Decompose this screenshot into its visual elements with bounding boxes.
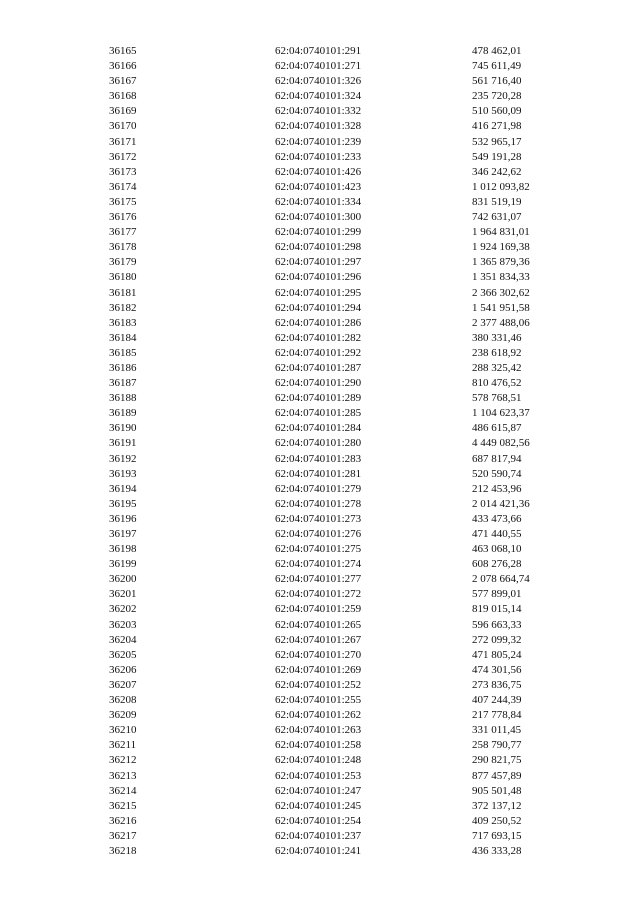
table-row	[0, 331, 640, 346]
cadastral-number: 62:04:0740101:252	[275, 678, 362, 691]
table-row	[0, 301, 640, 316]
row-number: 36201	[109, 588, 137, 601]
table-row	[0, 165, 640, 180]
table-row	[0, 361, 640, 376]
cadastral-number: 62:04:0740101:263	[275, 724, 362, 737]
cadastral-value: 742 631,07	[472, 211, 522, 224]
cadastral-number: 62:04:0740101:275	[275, 543, 362, 556]
cadastral-number: 62:04:0740101:253	[275, 769, 362, 782]
row-number: 36209	[109, 709, 137, 722]
cadastral-number: 62:04:0740101:328	[275, 120, 362, 133]
row-number: 36178	[109, 241, 137, 254]
cadastral-value: 549 191,28	[472, 150, 522, 163]
cadastral-value: 290 821,75	[472, 754, 522, 767]
cadastral-value: 486 615,87	[472, 422, 522, 435]
table-row	[0, 255, 640, 270]
cadastral-value: 745 611,49	[472, 60, 522, 73]
row-number: 36177	[109, 226, 137, 239]
cadastral-number: 62:04:0740101:296	[275, 271, 362, 284]
cadastral-number: 62:04:0740101:423	[275, 180, 362, 193]
row-number: 36167	[109, 75, 137, 88]
table-row	[0, 89, 640, 104]
cadastral-number: 62:04:0740101:283	[275, 452, 362, 465]
cadastral-value: 2 377 488,06	[472, 316, 530, 329]
table-row	[0, 104, 640, 119]
table-row	[0, 482, 640, 497]
cadastral-number: 62:04:0740101:289	[275, 392, 362, 405]
cadastral-number: 62:04:0740101:259	[275, 603, 362, 616]
cadastral-value: 288 325,42	[472, 361, 522, 374]
table-row	[0, 784, 640, 799]
table-row	[0, 44, 640, 59]
cadastral-value: 235 720,28	[472, 90, 522, 103]
cadastral-number: 62:04:0740101:299	[275, 226, 362, 239]
row-number: 36190	[109, 422, 137, 435]
row-number: 36180	[109, 271, 137, 284]
table-row	[0, 316, 640, 331]
cadastral-number: 62:04:0740101:294	[275, 301, 362, 314]
cadastral-value: 471 805,24	[472, 648, 522, 661]
row-number: 36215	[109, 799, 137, 812]
table-row	[0, 270, 640, 285]
table-row	[0, 618, 640, 633]
table-row	[0, 376, 640, 391]
cadastral-value: 905 501,48	[472, 784, 522, 797]
cadastral-number: 62:04:0740101:269	[275, 663, 362, 676]
row-number: 36216	[109, 814, 137, 827]
row-number: 36207	[109, 678, 137, 691]
cadastral-number: 62:04:0740101:426	[275, 165, 362, 178]
table-row	[0, 769, 640, 784]
table-row	[0, 346, 640, 361]
cadastral-number: 62:04:0740101:287	[275, 361, 362, 374]
table-row	[0, 240, 640, 255]
table-row	[0, 693, 640, 708]
cadastral-number: 62:04:0740101:245	[275, 799, 362, 812]
cadastral-number: 62:04:0740101:262	[275, 709, 362, 722]
cadastral-value: 2 366 302,62	[472, 286, 530, 299]
row-number: 36210	[109, 724, 137, 737]
row-number: 36214	[109, 784, 137, 797]
cadastral-number: 62:04:0740101:290	[275, 377, 362, 390]
row-number: 36174	[109, 180, 137, 193]
cadastral-number: 62:04:0740101:282	[275, 331, 362, 344]
table-row	[0, 74, 640, 89]
table-row	[0, 436, 640, 451]
cadastral-number: 62:04:0740101:241	[275, 844, 362, 857]
table-row	[0, 542, 640, 557]
cadastral-value: 577 899,01	[472, 588, 522, 601]
table-row	[0, 195, 640, 210]
table-row	[0, 587, 640, 602]
table-row	[0, 135, 640, 150]
row-number: 36188	[109, 392, 137, 405]
table-row	[0, 633, 640, 648]
row-number: 36189	[109, 407, 137, 420]
cadastral-value: 608 276,28	[472, 558, 522, 571]
cadastral-number: 62:04:0740101:281	[275, 467, 362, 480]
row-number: 36195	[109, 497, 137, 510]
row-number: 36203	[109, 618, 137, 631]
row-number: 36208	[109, 694, 137, 707]
cadastral-number: 62:04:0740101:265	[275, 618, 362, 631]
cadastral-number: 62:04:0740101:270	[275, 648, 362, 661]
cadastral-value: 1 365 879,36	[472, 256, 530, 269]
cadastral-value: 2 014 421,36	[472, 497, 530, 510]
cadastral-value: 272 099,32	[472, 633, 522, 646]
row-number: 36200	[109, 573, 137, 586]
table-row	[0, 799, 640, 814]
row-number: 36197	[109, 528, 137, 540]
table-row	[0, 512, 640, 527]
row-number: 36181	[109, 286, 137, 299]
table-row	[0, 663, 640, 678]
row-number: 36176	[109, 211, 137, 224]
cadastral-value: 372 137,12	[472, 799, 522, 812]
cadastral-value: 4 449 082,56	[472, 437, 530, 450]
cadastral-value: 1 104 623,37	[472, 407, 530, 420]
table-row	[0, 391, 640, 406]
cadastral-value: 561 716,40	[472, 75, 522, 88]
row-number: 36194	[109, 482, 137, 495]
table-row	[0, 814, 640, 829]
row-number: 36211	[109, 739, 137, 752]
cadastral-number: 62:04:0740101:278	[275, 497, 362, 510]
table-row	[0, 497, 640, 512]
cadastral-number: 62:04:0740101:334	[275, 195, 362, 208]
cadastral-value: 831 519,19	[472, 195, 522, 208]
cadastral-value: 717 693,15	[472, 829, 522, 842]
cadastral-value-table	[0, 44, 640, 859]
cadastral-number: 62:04:0740101:273	[275, 512, 362, 525]
table-row	[0, 180, 640, 195]
cadastral-number: 62:04:0740101:295	[275, 286, 362, 299]
cadastral-value: 819 015,14	[472, 603, 522, 616]
row-number: 36183	[109, 316, 137, 329]
row-number: 36173	[109, 165, 137, 178]
cadastral-value: 331 011,45	[472, 724, 522, 737]
row-number: 36182	[109, 301, 137, 314]
cadastral-number: 62:04:0740101:292	[275, 346, 362, 359]
cadastral-number: 62:04:0740101:332	[275, 105, 362, 118]
table-row	[0, 119, 640, 134]
cadastral-value: 510 560,09	[472, 105, 522, 118]
row-number: 36186	[109, 361, 137, 374]
row-number: 36172	[109, 150, 137, 163]
cadastral-value: 212 453,96	[472, 482, 522, 495]
cadastral-value: 474 301,56	[472, 663, 522, 676]
cadastral-number: 62:04:0740101:267	[275, 633, 362, 646]
cadastral-number: 62:04:0740101:258	[275, 739, 362, 752]
row-number: 36166	[109, 60, 137, 73]
cadastral-number: 62:04:0740101:255	[275, 694, 362, 707]
cadastral-value: 409 250,52	[472, 814, 522, 827]
cadastral-value: 810 476,52	[472, 377, 522, 390]
table-row	[0, 723, 640, 738]
row-number: 36206	[109, 663, 137, 676]
table-row	[0, 467, 640, 482]
table-row	[0, 557, 640, 572]
cadastral-number: 62:04:0740101:284	[275, 422, 362, 435]
cadastral-value: 520 590,74	[472, 467, 522, 480]
table-row	[0, 59, 640, 74]
cadastral-value: 687 817,94	[472, 452, 522, 465]
table-row	[0, 738, 640, 753]
row-number: 36185	[109, 346, 137, 359]
row-number: 36204	[109, 633, 137, 646]
cadastral-value: 1 012 093,82	[472, 180, 530, 193]
row-number: 36192	[109, 452, 137, 465]
cadastral-number: 62:04:0740101:285	[275, 407, 362, 420]
row-number: 36179	[109, 256, 137, 269]
row-number: 36191	[109, 437, 137, 450]
cadastral-value: 1 964 831,01	[472, 226, 530, 239]
cadastral-value: 471 440,55	[472, 528, 522, 540]
table-row	[0, 572, 640, 587]
cadastral-number: 62:04:0740101:237	[275, 829, 362, 842]
table-row	[0, 421, 640, 436]
cadastral-value: 1 541 951,58	[472, 301, 530, 314]
table-row	[0, 406, 640, 421]
cadastral-number: 62:04:0740101:280	[275, 437, 362, 450]
cadastral-number: 62:04:0740101:254	[275, 814, 362, 827]
cadastral-number: 62:04:0740101:324	[275, 90, 362, 103]
cadastral-number: 62:04:0740101:233	[275, 150, 362, 163]
cadastral-number: 62:04:0740101:272	[275, 588, 362, 601]
cadastral-value: 578 768,51	[472, 392, 522, 405]
table-row	[0, 225, 640, 240]
row-number: 36196	[109, 512, 137, 525]
cadastral-value: 273 836,75	[472, 678, 522, 691]
table-row	[0, 829, 640, 844]
cadastral-number: 62:04:0740101:326	[275, 75, 362, 88]
table-row	[0, 844, 640, 859]
row-number: 36198	[109, 543, 137, 556]
cadastral-number: 62:04:0740101:298	[275, 241, 362, 254]
cadastral-value: 433 473,66	[472, 512, 522, 525]
cadastral-value: 463 068,10	[472, 543, 522, 556]
table-row	[0, 753, 640, 768]
cadastral-value: 258 790,77	[472, 739, 522, 752]
cadastral-number: 62:04:0740101:248	[275, 754, 362, 767]
cadastral-number: 62:04:0740101:271	[275, 60, 362, 73]
cadastral-value: 407 244,39	[472, 694, 522, 707]
table-row	[0, 452, 640, 467]
cadastral-number: 62:04:0740101:247	[275, 784, 362, 797]
cadastral-value: 436 333,28	[472, 844, 522, 857]
cadastral-number: 62:04:0740101:286	[275, 316, 362, 329]
cadastral-value: 877 457,89	[472, 769, 522, 782]
table-row	[0, 708, 640, 723]
table-row	[0, 150, 640, 165]
cadastral-number: 62:04:0740101:279	[275, 482, 362, 495]
cadastral-value: 1 351 834,33	[472, 271, 530, 284]
row-number: 36217	[109, 829, 137, 842]
cadastral-value: 238 618,92	[472, 346, 522, 359]
row-number: 36193	[109, 467, 137, 480]
table-row	[0, 286, 640, 301]
row-number: 36213	[109, 769, 137, 782]
cadastral-number: 62:04:0740101:239	[275, 135, 362, 148]
table-row	[0, 648, 640, 663]
table-row	[0, 678, 640, 693]
table-row	[0, 210, 640, 225]
cadastral-value: 416 271,98	[472, 120, 522, 133]
cadastral-value: 478 462,01	[472, 45, 522, 57]
cadastral-number: 62:04:0740101:276	[275, 528, 362, 540]
row-number: 36171	[109, 135, 137, 148]
cadastral-number: 62:04:0740101:297	[275, 256, 362, 269]
row-number: 36218	[109, 844, 137, 857]
table-row	[0, 527, 640, 542]
table-row	[0, 602, 640, 617]
cadastral-number: 62:04:0740101:277	[275, 573, 362, 586]
row-number: 36199	[109, 558, 137, 571]
row-number: 36202	[109, 603, 137, 616]
cadastral-value: 2 078 664,74	[472, 573, 530, 586]
cadastral-value: 346 242,62	[472, 165, 522, 178]
cadastral-number: 62:04:0740101:300	[275, 211, 362, 224]
cadastral-value: 217 778,84	[472, 709, 522, 722]
cadastral-value: 532 965,17	[472, 135, 522, 148]
row-number: 36170	[109, 120, 137, 133]
cadastral-number: 62:04:0740101:274	[275, 558, 362, 571]
row-number: 36169	[109, 105, 137, 118]
cadastral-value: 596 663,33	[472, 618, 522, 631]
cadastral-number: 62:04:0740101:291	[275, 45, 362, 57]
row-number: 36205	[109, 648, 137, 661]
row-number: 36212	[109, 754, 137, 767]
row-number: 36165	[109, 45, 137, 57]
row-number: 36184	[109, 331, 137, 344]
row-number: 36168	[109, 90, 137, 103]
cadastral-value: 1 924 169,38	[472, 241, 530, 254]
row-number: 36187	[109, 377, 137, 390]
row-number: 36175	[109, 195, 137, 208]
cadastral-value: 380 331,46	[472, 331, 522, 344]
